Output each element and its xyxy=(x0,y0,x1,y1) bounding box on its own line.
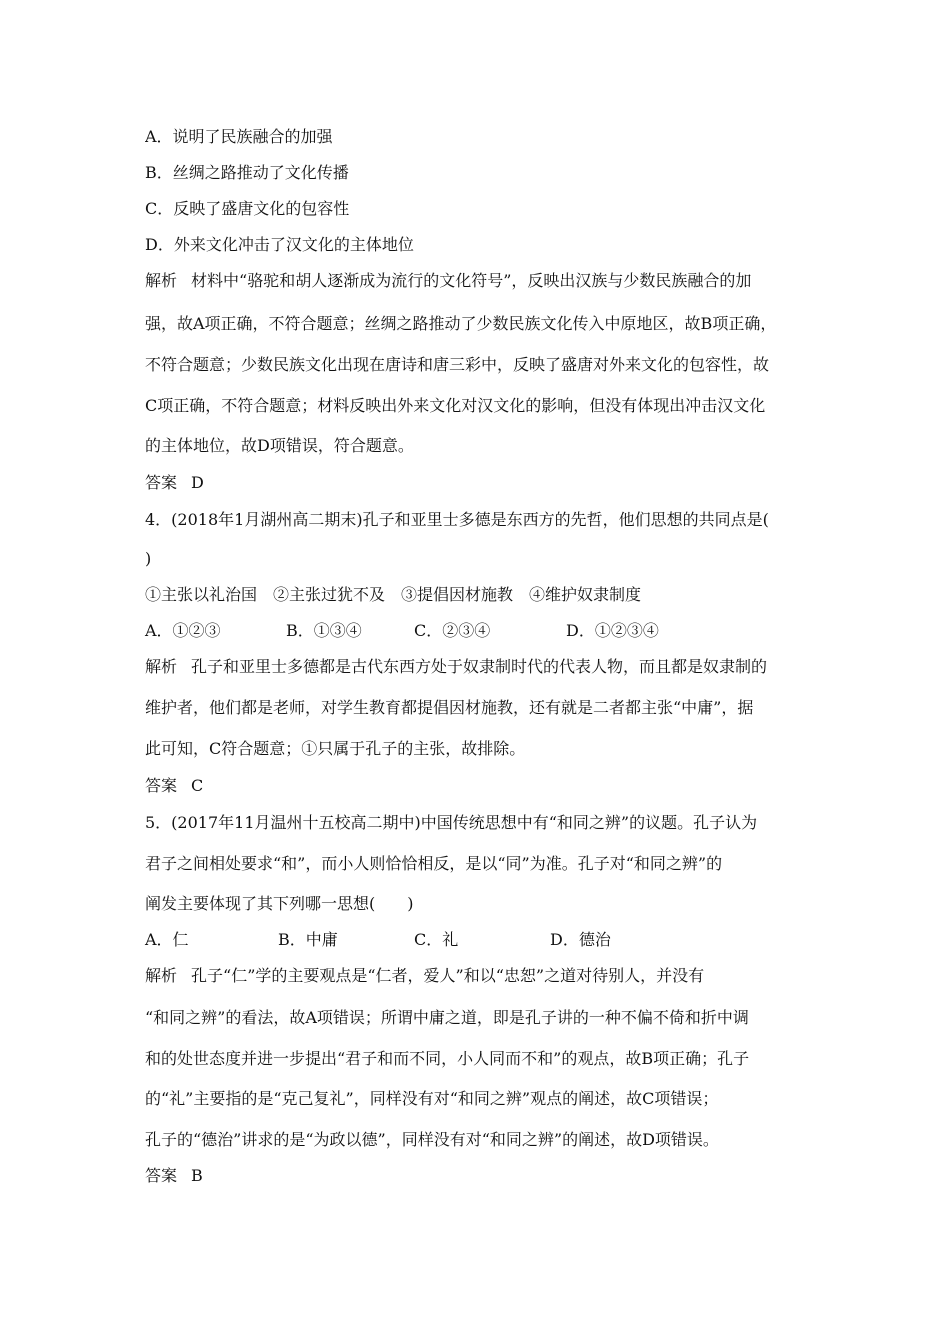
q4-items: ①主张以礼治国 ②主张过犹不及 ③提倡因材施教 ④维护奴隶制度 xyxy=(145,585,642,604)
q4-stem-line: 4．(2018年1月湖州高二期末)孔子和亚里士多德是东西方的先哲，他们思想的共同点是( xyxy=(145,510,769,529)
q5-stem-line: 5．(2017年11月温州十五校高二期中)中国传统思想中有“和同之辨”的议题。孔子认为 xyxy=(145,813,758,832)
q5-stem-line: 君子之间相处要求“和”，而小人则恰恰相反，是以“同”为准。孔子对“和同之辨”的 xyxy=(145,854,723,873)
q5-answer-value: B xyxy=(191,1166,203,1185)
q5-analysis-text: 孔子“仁”学的主要观点是“仁者，爱人”和以“忠恕”之道对待别人，并没有 xyxy=(191,966,705,985)
q4-analysis-line xyxy=(145,657,815,677)
q4-answer-line xyxy=(145,776,815,796)
q5-analysis-line: 的“礼”主要指的是“克己复礼”，同样没有对“和同之辨”观点的阐述，故C项错误； xyxy=(145,1089,719,1108)
q3-analysis-line: C项正确，不符合题意；材料反映出外来文化对汉文化的影响，但没有体现出冲击汉文化 xyxy=(145,396,766,415)
q5-analysis-line: 孔子的“德治”讲求的是“为政以德”，同样没有对“和同之辨”的阐述，故D项错误。 xyxy=(145,1130,719,1149)
q5-analysis-label: 解析 xyxy=(145,966,178,985)
q4-analysis-line: 此可知，C符合题意；①只属于孔子的主张，故排除。 xyxy=(145,739,526,758)
q3-analysis-line: 不符合题意；少数民族文化出现在唐诗和唐三彩中，反映了盛唐对外来文化的包容性，故 xyxy=(145,355,770,374)
q3-option-a: A．说明了民族融合的加强 xyxy=(145,127,333,146)
q5-option-a: A．仁 xyxy=(145,930,189,949)
q5-analysis-line: 和的处世态度并进一步提出“君子和而不同，小人同而不和”的观点，故B项正确；孔子 xyxy=(145,1049,750,1068)
q4-option-c: C．②③④ xyxy=(414,621,491,640)
q5-answer-label: 答案 xyxy=(145,1166,178,1185)
q4-analysis-text: 孔子和亚里士多德都是古代东西方处于奴隶制时代的代表人物，而且都是奴隶制的 xyxy=(191,657,768,676)
q3-analysis-label: 解析 xyxy=(145,271,178,290)
q5-answer-line xyxy=(145,1166,815,1186)
q3-answer-value: D xyxy=(191,473,204,492)
q5-option-d: D．德治 xyxy=(550,930,611,949)
q4-answer-value: C xyxy=(191,776,204,795)
q3-answer-label: 答案 xyxy=(145,473,178,492)
q3-answer-line xyxy=(145,473,815,493)
q5-option-c: C．礼 xyxy=(414,930,459,949)
q3-analysis-line: 的主体地位，故D项错误，符合题意。 xyxy=(145,436,414,455)
q3-option-b: B．丝绸之路推动了文化传播 xyxy=(145,163,349,182)
q3-analysis-line xyxy=(145,271,815,291)
q3-analysis-line: 强，故A项正确，不符合题意；丝绸之路推动了少数民族文化传入中原地区，故B项正确， xyxy=(145,314,777,333)
q5-analysis-line xyxy=(145,966,815,986)
q4-stem-line: ) xyxy=(145,549,152,568)
q3-analysis-text: 材料中“骆驼和胡人逐渐成为流行的文化符号”，反映出汉族与少数民族融合的加 xyxy=(191,271,752,290)
q4-answer-label: 答案 xyxy=(145,776,178,795)
q3-option-c: C．反映了盛唐文化的包容性 xyxy=(145,199,350,218)
q4-analysis-line: 维护者，他们都是老师，对学生教育都提倡因材施教，还有就是二者都主张“中庸”，据 xyxy=(145,698,754,717)
q3-option-d: D．外来文化冲击了汉文化的主体地位 xyxy=(145,235,414,254)
q4-option-a: A．①②③ xyxy=(145,621,221,640)
q5-option-b: B．中庸 xyxy=(278,930,338,949)
q4-analysis-label: 解析 xyxy=(145,657,178,676)
q5-analysis-line: “和同之辨”的看法，故A项错误；所谓中庸之道，即是孔子讲的一种不偏不倚和折中调 xyxy=(145,1008,749,1027)
q5-stem-line: 阐发主要体现了其下列哪一思想( ) xyxy=(145,894,414,913)
q4-option-d: D．①②③④ xyxy=(566,621,659,640)
q4-option-b: B．①③④ xyxy=(286,621,362,640)
